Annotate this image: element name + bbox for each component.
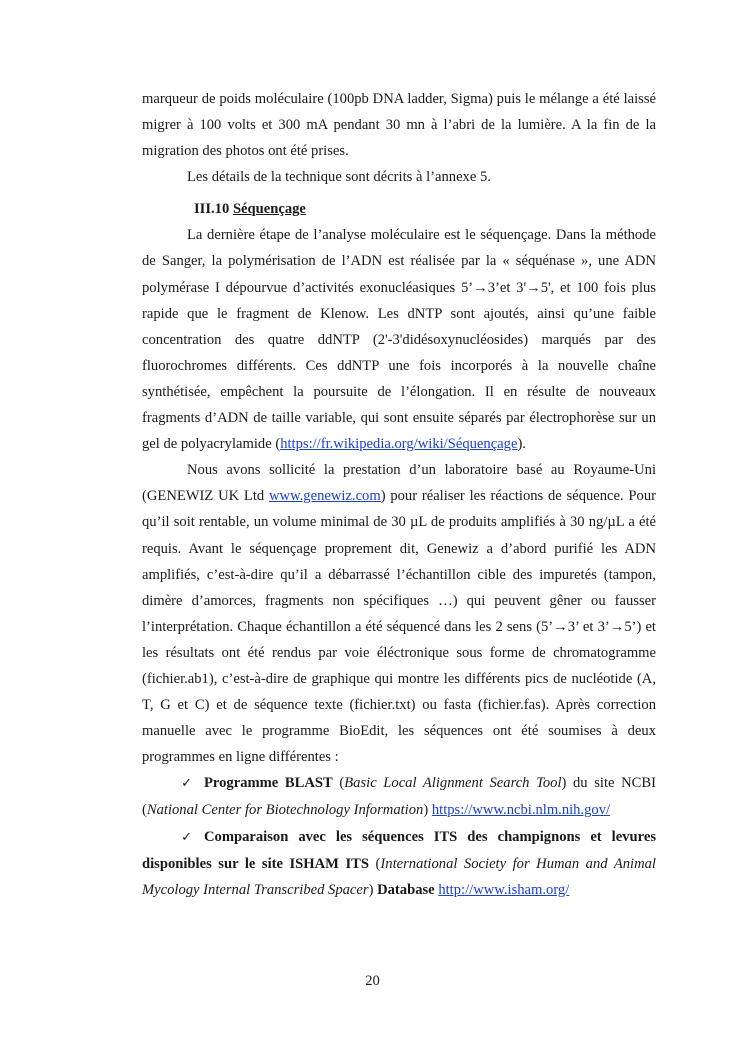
genewiz-text-b: ) pour réaliser les réactions de séquence. Pour qu’il soit rentable, un volume minimal de 30 µL de produits amplifiés à 30 ng/µL a été requis. Avant le séquençage proprement dit, Genewiz a d’abord purifié les ADN amplifiés, c’est-à-dire qu’il a débarrassé l’échantillon cible des impuretés (tampon, dimère d’amorces, fragments non spécifiques …) qui peuvent gêner ou fausser l’interprétation. Chaque échantillon a été séquencé dans les 2 sens (5’→3’ et 3’→5’) et les résultats ont été rendus par voie éléctronique sous forme de chromatogramme (fichier.ab1), c’est-à-dire de graphique qui montre les différents pics de nucléotide (A, T, G et C) et de séquence texte (fichier.txt) ou fasta (fichier.fas). Après correction manuelle avec le programme BioEdit, les séquences ont été soumises à deux programmes en ligne différentes : bbox=[142, 488, 657, 766]
genewiz-text-a: Nous avons sollicité la prestation d’un laboratoire basé au Royaume-Uni (GENEWIZ UK Ltd bbox=[142, 462, 656, 505]
checkmark-icon: ✓ bbox=[181, 829, 192, 845]
isham-link[interactable]: http://www.isham.org/ bbox=[438, 881, 570, 898]
genewiz-link[interactable]: www.genewiz.com bbox=[268, 488, 381, 505]
paragraph-genewiz bbox=[142, 457, 656, 770]
section-number: III.10 bbox=[194, 201, 230, 218]
blast-open: ( bbox=[332, 775, 345, 792]
sanger-end: ). bbox=[517, 436, 526, 453]
isham-close: ) bbox=[368, 881, 378, 898]
section-title: Séquençage bbox=[232, 201, 306, 218]
body-text bbox=[142, 86, 656, 903]
section-heading bbox=[142, 196, 656, 222]
paragraph-migration: marqueur de poids moléculaire (100pb DNA ladder, Sigma) puis le mélange a été laissé migrer à 100 volts et 300 mA pendant 30 mn à l’abri de la lumière. A la fin de la migration des photos ont été prises. bbox=[142, 91, 656, 160]
blast-italic: Basic Local Alignment Search Tool bbox=[344, 775, 562, 792]
paragraph-annex: Les détails de la technique sont décrits à l’annexe 5. bbox=[187, 169, 491, 186]
ncbi-link[interactable]: https://www.ncbi.nlm.nih.gov/ bbox=[431, 802, 611, 819]
isham-italic: International Society for Human and Animal Mycology Internal Transcribed Spacer bbox=[142, 855, 656, 898]
blast-close: ) bbox=[423, 802, 432, 819]
checkmark-icon: ✓ bbox=[181, 776, 192, 792]
bullet-blast bbox=[142, 770, 656, 823]
bullet-isham bbox=[142, 824, 656, 903]
wikipedia-link[interactable]: https://fr.wikipedia.org/wiki/Séquençage bbox=[280, 436, 518, 453]
isham-bold: Comparaison avec les séquences ITS des champignons et levures disponibles sur le site ISHAM ITS bbox=[142, 828, 656, 872]
blast-bold: Programme BLAST bbox=[204, 775, 333, 792]
blast-mid: ) du site NCBI ( bbox=[142, 775, 656, 819]
isham-open: ( bbox=[369, 855, 381, 872]
paragraph-sanger bbox=[142, 222, 656, 457]
ncbi-italic: National Center for Biotechnology Information bbox=[146, 802, 424, 819]
sanger-text: La dernière étape de l’analyse moléculaire est le séquençage. Dans la méthode de Sanger, la polymérisation de l’ADN est réalisée par la « séquénase », une ADN polymérase I dépourvue d’activités exonucléasiques 5’→3’et 3'→5', et 100 fois plus rapide que le fragment de Klenow. Les dNTP sont ajoutés, ainsi qu’une faible concentration des quatre ddNTP (2'-3'didésoxynucléosides) marqués par des fluorochromes différents. Ces ddNTP une fois incorporés à la nouvelle chaîne synthétisée, empêchent la poursuite de l’élongation. Il en résulte de nouveaux fragments d’ADN de taille variable, qui sont ensuite séparés par électrophorèse sur un gel de polyacrylamide ( bbox=[142, 227, 656, 453]
page-number: 20 bbox=[365, 973, 380, 989]
database-bold: Database bbox=[377, 881, 435, 898]
